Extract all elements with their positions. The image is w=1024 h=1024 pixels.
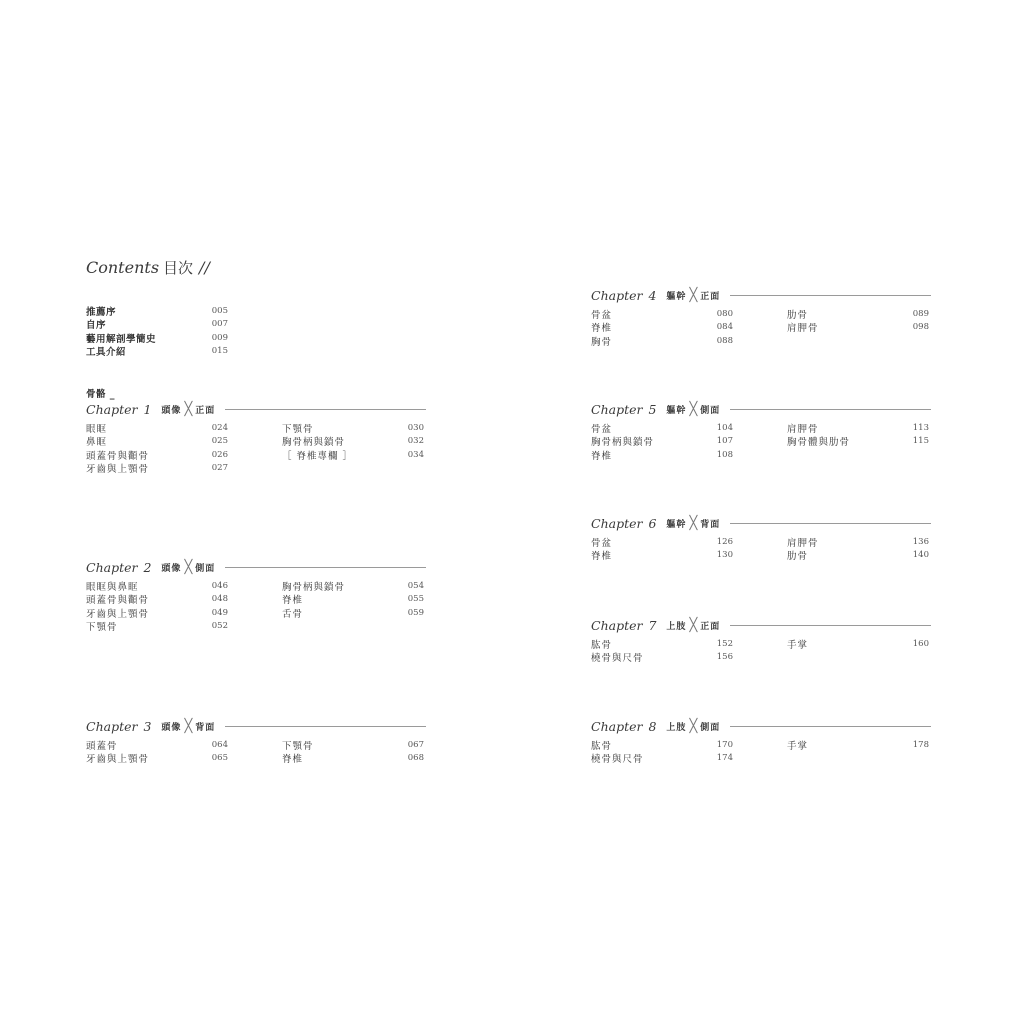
chapter-label: Chapter — [591, 401, 643, 417]
chapter-number: 4 — [648, 287, 657, 303]
entries-col1 — [591, 421, 733, 462]
entry-page: 156 — [716, 652, 733, 663]
chapter-7 — [591, 617, 931, 664]
entry-page: 027 — [211, 463, 228, 474]
entry-page: 052 — [211, 621, 228, 632]
entry-title: 頭蓋骨與顴骨 — [86, 595, 150, 607]
chapter-4 — [591, 287, 931, 348]
entry-page: 046 — [211, 580, 228, 591]
entries-col1 — [86, 738, 228, 765]
entry-title: 骨盆 — [591, 537, 613, 549]
toc-entry[interactable] — [86, 593, 228, 607]
entries-col1 — [591, 535, 733, 562]
toc-entry[interactable] — [591, 535, 733, 549]
front-matter-title: 藝用解剖學簡史 — [86, 333, 157, 345]
chapter-rule — [225, 567, 426, 568]
chapter-part-b: 正面 — [195, 405, 216, 416]
entry-page: 064 — [211, 739, 228, 750]
chapter-entries — [591, 637, 931, 664]
entry-title: 下顎骨 — [282, 423, 314, 435]
entry-page: 025 — [211, 436, 228, 447]
entry-page: 048 — [211, 594, 228, 605]
chapter-rule — [730, 295, 931, 296]
front-matter-page: 015 — [211, 346, 228, 357]
entry-page: 160 — [912, 638, 929, 649]
chapter-entries — [591, 421, 931, 462]
toc-entry[interactable] — [282, 752, 424, 766]
chapter-header — [591, 401, 931, 417]
chapter-label: Chapter — [591, 718, 643, 734]
chapter-entries — [86, 738, 426, 765]
entries-col2 — [787, 535, 929, 562]
chapter-number: 7 — [648, 617, 657, 633]
entries-col2 — [282, 579, 424, 633]
entry-title: 橈骨與尺骨 — [591, 754, 644, 766]
entries-col1 — [591, 637, 733, 664]
toc-entry[interactable] — [282, 435, 424, 449]
entry-page: 170 — [716, 739, 733, 750]
entry-page: 088 — [716, 335, 733, 346]
entry-page: 107 — [716, 436, 733, 447]
chapter-number: 5 — [648, 401, 657, 417]
entry-title: 手掌 — [787, 740, 809, 752]
front-matter-item[interactable] — [86, 318, 228, 332]
entry-title: 肩胛骨 — [787, 323, 819, 335]
chapter-rule — [730, 409, 931, 410]
entry-page: 108 — [716, 449, 733, 460]
front-matter-title: 推薦序 — [86, 306, 117, 318]
entry-title: 骨盆 — [591, 309, 613, 321]
toc-entry[interactable] — [282, 606, 424, 620]
entries-col1 — [591, 738, 733, 765]
entry-page: 055 — [407, 594, 424, 605]
toc-entry[interactable] — [591, 334, 733, 348]
entry-page: 054 — [407, 580, 424, 591]
chapter-part-a: 軀幹 — [666, 405, 687, 416]
chapter-part-b: 正面 — [700, 291, 721, 302]
chapter-3 — [86, 718, 426, 765]
entries-col1 — [591, 307, 733, 348]
toc-entry[interactable] — [787, 535, 929, 549]
entry-title: 牙齒與上顎骨 — [86, 754, 150, 766]
entry-title: 頭蓋骨與顴骨 — [86, 450, 150, 462]
toc-entry[interactable] — [86, 738, 228, 752]
entry-title: 舌骨 — [282, 608, 304, 620]
chapter-part-a: 軀幹 — [666, 519, 687, 530]
chapter-part-b: 正面 — [700, 621, 721, 632]
chapter-rule — [730, 523, 931, 524]
entry-title: 眼眶 — [86, 423, 108, 435]
entry-page: 068 — [407, 753, 424, 764]
entry-page: 152 — [716, 638, 733, 649]
front-matter-item[interactable] — [86, 304, 228, 318]
entries-col2 — [787, 738, 929, 765]
toc-entry[interactable] — [591, 307, 733, 321]
entry-page: 113 — [912, 422, 929, 433]
chapter-number: 1 — [143, 401, 152, 417]
toc-entry[interactable] — [282, 738, 424, 752]
entry-page: 136 — [912, 536, 929, 547]
entry-page: 178 — [912, 739, 929, 750]
cross-icon: ╳ — [689, 515, 698, 531]
chapter-label: Chapter — [591, 287, 643, 303]
entry-title: 胸骨柄與鎖骨 — [591, 437, 655, 449]
entry-title: 胸骨柄與鎖骨 — [282, 581, 346, 593]
chapter-rule — [730, 625, 931, 626]
entry-page: 059 — [407, 607, 424, 618]
entries-col1 — [86, 421, 228, 475]
chapter-rule — [225, 409, 426, 410]
front-matter-page: 009 — [211, 332, 228, 343]
entry-page: 130 — [716, 550, 733, 561]
chapter-part-a: 頭像 — [161, 722, 182, 733]
chapter-label: Chapter — [86, 559, 138, 575]
chapter-rule — [225, 726, 426, 727]
entry-title: 牙齒與上顎骨 — [86, 464, 150, 476]
front-matter-title: 自序 — [86, 320, 107, 332]
toc-entry[interactable] — [86, 462, 228, 476]
entry-title: 肩胛骨 — [787, 423, 819, 435]
chapter-part-a: 上肢 — [666, 722, 687, 733]
entry-page: 084 — [716, 322, 733, 333]
entry-title: 眼眶與鼻眶 — [86, 581, 139, 593]
toc-entry[interactable] — [591, 637, 733, 651]
chapter-header — [591, 287, 931, 303]
cross-icon: ╳ — [689, 718, 698, 734]
toc-entry[interactable] — [787, 435, 929, 449]
toc-entry[interactable] — [86, 435, 228, 449]
toc-entry[interactable] — [787, 421, 929, 435]
toc-entry[interactable] — [86, 448, 228, 462]
entry-title: 胸骨 — [591, 336, 613, 348]
entry-title: 肱骨 — [591, 639, 613, 651]
chapter-entries — [86, 421, 426, 475]
toc-entry[interactable] — [591, 651, 733, 665]
chapter-number: 2 — [143, 559, 152, 575]
cross-icon: ╳ — [184, 718, 193, 734]
toc-entry[interactable] — [86, 606, 228, 620]
entries-col2 — [787, 307, 929, 348]
heading-en: Contents — [86, 258, 160, 277]
heading-mark: // — [199, 258, 210, 277]
entry-page: 024 — [211, 422, 228, 433]
toc-entry[interactable] — [787, 307, 929, 321]
toc-entry[interactable] — [282, 579, 424, 593]
chapter-header — [591, 515, 931, 531]
chapter-number: 3 — [143, 718, 152, 734]
entry-title: 鼻眶 — [86, 437, 108, 449]
chapter-header — [86, 718, 426, 734]
chapter-header — [86, 559, 426, 575]
entry-title: 脊椎 — [591, 450, 613, 462]
chapter-2 — [86, 559, 426, 633]
toc-entry[interactable] — [282, 421, 424, 435]
front-matter-page: 007 — [211, 319, 228, 330]
chapter-label: Chapter — [591, 515, 643, 531]
chapter-5 — [591, 401, 931, 462]
entry-title: 脊椎 — [591, 551, 613, 563]
toc-entry[interactable] — [591, 321, 733, 335]
entry-page: 089 — [912, 308, 929, 319]
chapter-rule — [730, 726, 931, 727]
entry-title: 牙齒與上顎骨 — [86, 608, 150, 620]
chapter-6 — [591, 515, 931, 562]
entry-page: 049 — [211, 607, 228, 618]
entry-title: 脊椎 — [282, 754, 304, 766]
entry-page: 034 — [407, 449, 424, 460]
chapter-8 — [591, 718, 931, 765]
entry-page: 032 — [407, 436, 424, 447]
chapter-label: Chapter — [86, 718, 138, 734]
chapter-header — [591, 617, 931, 633]
chapter-header — [86, 401, 426, 417]
toc-entry[interactable] — [86, 579, 228, 593]
toc-entry[interactable] — [282, 593, 424, 607]
chapter-part-b: 背面 — [195, 722, 216, 733]
toc-entry[interactable] — [591, 738, 733, 752]
entry-page: 098 — [912, 322, 929, 333]
entry-title: 肋骨 — [787, 309, 809, 321]
entry-page: 126 — [716, 536, 733, 547]
chapter-part-b: 側面 — [195, 563, 216, 574]
heading-zh: 目次 — [163, 259, 194, 277]
entry-page: 065 — [211, 753, 228, 764]
entry-title: 下顎骨 — [282, 740, 314, 752]
entry-title: 頭蓋骨 — [86, 740, 118, 752]
toc-entry[interactable] — [591, 421, 733, 435]
cross-icon: ╳ — [184, 401, 193, 417]
chapter-part-b: 側面 — [700, 405, 721, 416]
cross-icon: ╳ — [184, 559, 193, 575]
entry-page: 030 — [407, 422, 424, 433]
toc-entry[interactable] — [591, 752, 733, 766]
chapter-1 — [86, 401, 426, 475]
toc-entry[interactable] — [282, 448, 424, 462]
chapter-entries — [591, 738, 931, 765]
contents-heading — [86, 257, 210, 278]
entry-title: 脊椎 — [282, 595, 304, 607]
entries-col2 — [282, 738, 424, 765]
chapter-part-a: 上肢 — [666, 621, 687, 632]
chapter-header — [591, 718, 931, 734]
entries-col2 — [787, 421, 929, 462]
entry-title: 橈骨與尺骨 — [591, 653, 644, 665]
entry-page: 080 — [716, 308, 733, 319]
entry-title: 手掌 — [787, 639, 809, 651]
cross-icon: ╳ — [689, 401, 698, 417]
cross-icon: ╳ — [689, 617, 698, 633]
entry-title: 肩胛骨 — [787, 537, 819, 549]
entries-col2 — [282, 421, 424, 475]
chapter-entries — [591, 307, 931, 348]
chapter-part-b: 背面 — [700, 519, 721, 530]
entry-title: 肋骨 — [787, 551, 809, 563]
entry-page: 174 — [716, 753, 733, 764]
cross-icon: ╳ — [689, 287, 698, 303]
entry-page: 104 — [716, 422, 733, 433]
chapter-entries — [591, 535, 931, 562]
chapter-label: Chapter — [86, 401, 138, 417]
front-matter-item[interactable] — [86, 331, 228, 345]
entry-title: 肱骨 — [591, 740, 613, 752]
toc-entry[interactable] — [787, 321, 929, 335]
toc-entry[interactable] — [787, 637, 929, 651]
entry-title: 胸骨體與肋骨 — [787, 437, 851, 449]
entry-page: 115 — [912, 436, 929, 447]
front-matter-list — [86, 304, 228, 358]
chapter-entries — [86, 579, 426, 633]
entry-page: 026 — [211, 449, 228, 460]
chapter-part-a: 頭像 — [161, 563, 182, 574]
entries-col2 — [787, 637, 929, 664]
entry-page: 067 — [407, 739, 424, 750]
toc-entry[interactable] — [787, 738, 929, 752]
entry-title: 下顎骨 — [86, 622, 118, 634]
toc-entry[interactable] — [86, 620, 228, 634]
entry-title: 脊椎 — [591, 323, 613, 335]
chapter-part-a: 軀幹 — [666, 291, 687, 302]
chapter-number: 6 — [648, 515, 657, 531]
front-matter-page: 005 — [211, 305, 228, 316]
toc-entry[interactable] — [86, 421, 228, 435]
chapter-part-a: 頭像 — [161, 405, 182, 416]
chapter-number: 8 — [648, 718, 657, 734]
toc-entry[interactable] — [591, 448, 733, 462]
front-matter-title: 工具介紹 — [86, 347, 127, 359]
entry-title: ［ 脊椎專欄 ］ — [282, 450, 354, 462]
toc-entry[interactable] — [86, 752, 228, 766]
entry-title: 骨盆 — [591, 423, 613, 435]
entry-title: 胸骨柄與鎖骨 — [282, 437, 346, 449]
chapter-label: Chapter — [591, 617, 643, 633]
section-label: 骨骼 _ — [86, 389, 116, 400]
toc-entry[interactable] — [787, 549, 929, 563]
chapter-part-b: 側面 — [700, 722, 721, 733]
entry-page: 140 — [912, 550, 929, 561]
toc-entry[interactable] — [591, 549, 733, 563]
entries-col1 — [86, 579, 228, 633]
toc-entry[interactable] — [591, 435, 733, 449]
front-matter-item[interactable] — [86, 345, 228, 359]
